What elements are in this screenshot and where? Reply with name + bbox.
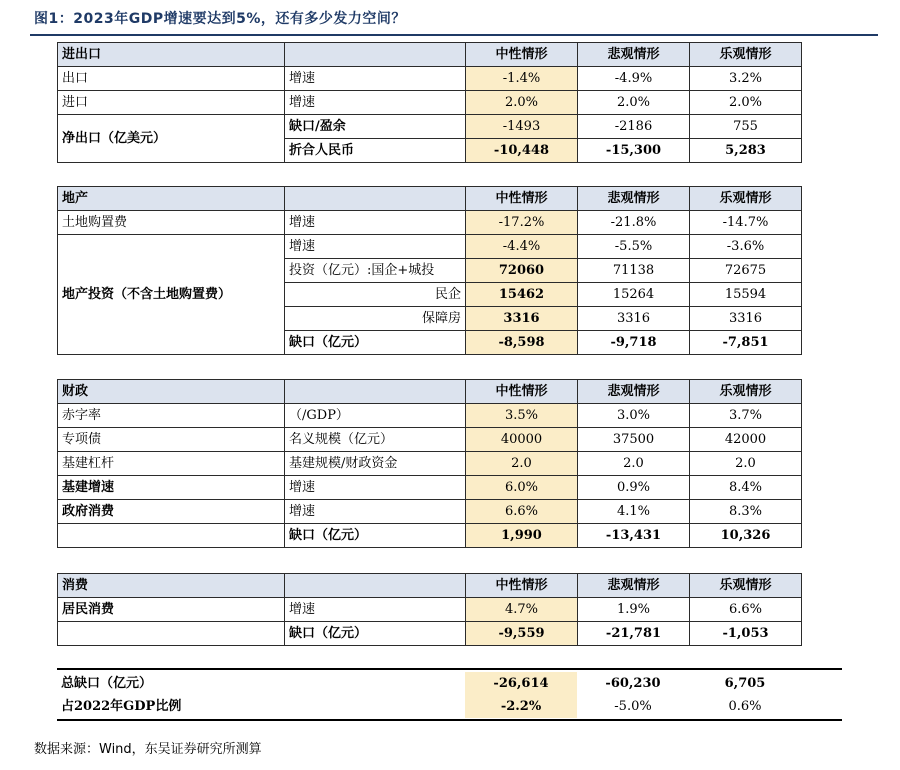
fiscal-header-row: [58, 380, 802, 404]
neutral-value: -2.2%: [465, 695, 577, 718]
pessimistic-value: 0.9%: [578, 476, 690, 500]
pessimistic-value: -5.5%: [578, 235, 690, 259]
property-table: [57, 186, 802, 355]
table-row: [58, 428, 802, 452]
neutral-value: -9,559: [466, 622, 578, 646]
optimistic-value: 10,326: [690, 524, 802, 548]
section-title: 财政: [58, 380, 285, 404]
table-row: [58, 500, 802, 524]
row-label: [58, 622, 285, 646]
row-metric: 增速: [285, 235, 466, 259]
table-row: [57, 695, 801, 718]
optimistic-value: 8.4%: [690, 476, 802, 500]
totals-top-rule: [57, 668, 842, 670]
header-neutral: 中性情形: [466, 43, 578, 67]
row-label: 基建杠杆: [58, 452, 285, 476]
row-label: 基建增速: [58, 476, 285, 500]
section-title: 消费: [58, 574, 285, 598]
header-optimistic: 乐观情形: [690, 574, 802, 598]
neutral-value: -17.2%: [466, 211, 578, 235]
optimistic-value: 2.0%: [690, 91, 802, 115]
table-row: [58, 404, 802, 428]
totals-table: [57, 672, 801, 718]
pessimistic-value: 15264: [578, 283, 690, 307]
figure-title: 图1：2023年GDP增速要达到5%，还有多少发力空间？: [34, 11, 406, 27]
row-label: [58, 524, 285, 548]
table-row: [58, 211, 802, 235]
consumption-table: [57, 573, 802, 646]
optimistic-value: 8.3%: [690, 500, 802, 524]
neutral-value: -26,614: [465, 672, 577, 695]
neutral-value: 6.0%: [466, 476, 578, 500]
row-metric: 投资（亿元）:国企+城投: [285, 259, 466, 283]
optimistic-value: 6.6%: [690, 598, 802, 622]
data-source-note: 数据来源：Wind，东吴证券研究所测算: [34, 742, 262, 757]
neutral-value: 3.5%: [466, 404, 578, 428]
pessimistic-value: -5.0%: [614, 698, 652, 714]
optimistic-value: -14.7%: [690, 211, 802, 235]
row-metric: （/GDP）: [285, 404, 466, 428]
row-metric: 增速: [285, 91, 466, 115]
trade-header-row: [58, 43, 802, 67]
pessimistic-value: 2.0: [578, 452, 690, 476]
header-optimistic: 乐观情形: [690, 380, 802, 404]
row-label: 赤字率: [58, 404, 285, 428]
row-metric: 增速: [285, 598, 466, 622]
pessimistic-value: -21,781: [578, 622, 690, 646]
neutral-value: 4.7%: [466, 598, 578, 622]
row-label: 净出口（亿美元）: [58, 115, 285, 163]
row-metric: 增速: [285, 500, 466, 524]
pessimistic-value: 3.0%: [578, 404, 690, 428]
header-pessimistic: 悲观情形: [578, 43, 690, 67]
pessimistic-value: 37500: [578, 428, 690, 452]
pessimistic-value: 4.1%: [578, 500, 690, 524]
total-gap-label: 总缺口（亿元）: [61, 675, 153, 691]
table-row: [58, 598, 802, 622]
optimistic-value: 3316: [690, 307, 802, 331]
gdp-share-label: 占2022年GDP比例: [61, 698, 182, 714]
table-row: [58, 67, 802, 91]
row-metric: 保障房: [285, 307, 466, 331]
property-header-row: [58, 187, 802, 211]
pessimistic-value: 2.0%: [578, 91, 690, 115]
neutral-value: 40000: [466, 428, 578, 452]
optimistic-value: 3.2%: [690, 67, 802, 91]
neutral-value: 72060: [466, 259, 578, 283]
optimistic-value: -7,851: [690, 331, 802, 355]
row-metric: 缺口（亿元）: [285, 331, 466, 355]
neutral-value: 6.6%: [466, 500, 578, 524]
row-metric: 折合人民币: [285, 139, 466, 163]
header-pessimistic: 悲观情形: [578, 187, 690, 211]
pessimistic-value: -4.9%: [578, 67, 690, 91]
header-pessimistic: 悲观情形: [578, 574, 690, 598]
header-neutral: 中性情形: [466, 574, 578, 598]
row-label: 地产投资（不含土地购置费）: [58, 235, 285, 355]
optimistic-value: 6,705: [724, 675, 766, 691]
trade-table: [57, 42, 802, 163]
table-row: [58, 476, 802, 500]
row-label: 出口: [58, 67, 285, 91]
row-metric: 缺口/盈余: [285, 115, 466, 139]
pessimistic-value: -2186: [578, 115, 690, 139]
table-row: [58, 91, 802, 115]
row-label: 进口: [58, 91, 285, 115]
optimistic-value: 5,283: [690, 139, 802, 163]
row-metric: 增速: [285, 476, 466, 500]
optimistic-value: 42000: [690, 428, 802, 452]
row-metric: 民企: [285, 283, 466, 307]
neutral-value: -4.4%: [466, 235, 578, 259]
totals-bottom-rule: [57, 719, 842, 721]
pessimistic-value: -60,230: [605, 675, 661, 691]
neutral-value: -1.4%: [466, 67, 578, 91]
neutral-value: 3316: [466, 307, 578, 331]
row-label: 政府消费: [58, 500, 285, 524]
row-metric: 缺口（亿元）: [285, 524, 466, 548]
row-label: 土地购置费: [58, 211, 285, 235]
neutral-value: -1493: [466, 115, 578, 139]
neutral-value: 2.0%: [466, 91, 578, 115]
table-row: [58, 235, 802, 259]
title-divider: [30, 34, 878, 36]
optimistic-value: -1,053: [690, 622, 802, 646]
table-row: [58, 452, 802, 476]
optimistic-value: 0.6%: [728, 698, 762, 714]
header-optimistic: 乐观情形: [690, 187, 802, 211]
pessimistic-value: 71138: [578, 259, 690, 283]
neutral-value: 15462: [466, 283, 578, 307]
pessimistic-value: -15,300: [578, 139, 690, 163]
neutral-value: -10,448: [466, 139, 578, 163]
table-row: [58, 524, 802, 548]
row-label: 专项债: [58, 428, 285, 452]
fiscal-table: [57, 379, 802, 548]
optimistic-value: 2.0: [690, 452, 802, 476]
neutral-value: -8,598: [466, 331, 578, 355]
section-title: 进出口: [58, 43, 285, 67]
neutral-value: 1,990: [466, 524, 578, 548]
pessimistic-value: 3316: [578, 307, 690, 331]
row-metric: 增速: [285, 67, 466, 91]
table-row: [58, 622, 802, 646]
row-metric: 缺口（亿元）: [285, 622, 466, 646]
optimistic-value: 755: [690, 115, 802, 139]
row-metric: 名义规模（亿元）: [285, 428, 466, 452]
pessimistic-value: -21.8%: [578, 211, 690, 235]
row-metric: 增速: [285, 211, 466, 235]
table-row: [58, 115, 802, 139]
header-pessimistic: 悲观情形: [578, 380, 690, 404]
header-neutral: 中性情形: [466, 380, 578, 404]
neutral-value: 2.0: [466, 452, 578, 476]
optimistic-value: 15594: [690, 283, 802, 307]
header-neutral: 中性情形: [466, 187, 578, 211]
consumption-header-row: [58, 574, 802, 598]
optimistic-value: 3.7%: [690, 404, 802, 428]
table-row: [57, 672, 801, 695]
optimistic-value: 72675: [690, 259, 802, 283]
optimistic-value: -3.6%: [690, 235, 802, 259]
pessimistic-value: -9,718: [578, 331, 690, 355]
header-optimistic: 乐观情形: [690, 43, 802, 67]
row-metric: 基建规模/财政资金: [285, 452, 466, 476]
row-label: 居民消费: [58, 598, 285, 622]
section-title: 地产: [58, 187, 285, 211]
pessimistic-value: -13,431: [578, 524, 690, 548]
pessimistic-value: 1.9%: [578, 598, 690, 622]
